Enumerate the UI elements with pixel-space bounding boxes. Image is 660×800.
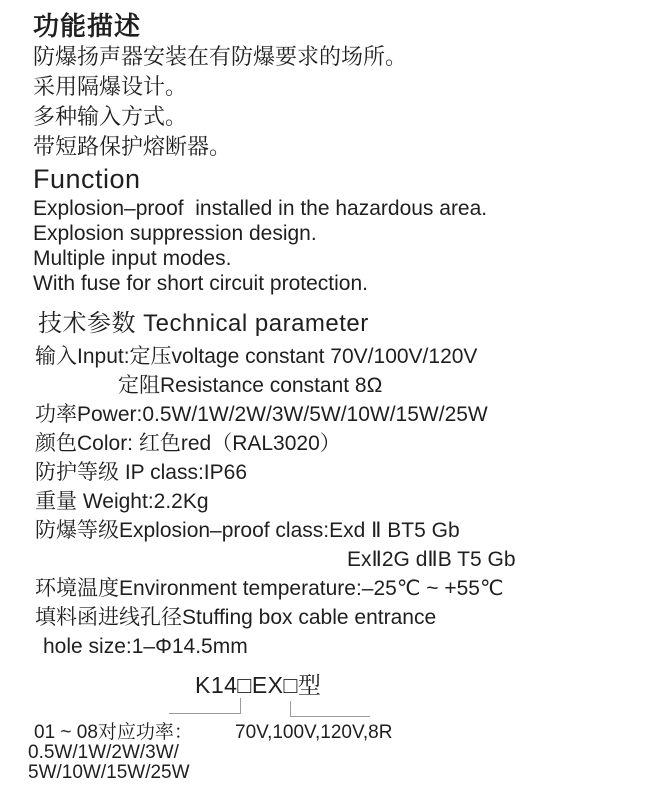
voltage-options-label: 70V,100V,120V,8R [235,722,393,743]
function-heading-en: Function [33,164,141,194]
feature-en-4: With fuse for short circuit protection. [33,272,368,295]
param-environment-temperature: 环境温度Environment temperature:–25℃ ~ +55℃ [35,577,504,600]
technical-parameter-section [35,308,635,661]
power-options-label [28,723,193,783]
function-section [33,10,487,296]
param-explosion-proof-class: 防爆等级Explosion–proof class:Exd Ⅱ BT5 Gb [35,519,460,542]
model-code: K14□EX□型 [195,672,322,698]
param-power: 功率Power:0.5W/1W/2W/3W/5W/10W/15W/25W [35,403,488,426]
connector-voltage-vertical-line [290,701,291,716]
power-options-line-2: 0.5W/1W/2W/3W/ [28,742,179,763]
parameter-list [35,342,635,661]
param-input-resistance: 定阻Resistance constant 8Ω [118,374,383,397]
feature-en-2: Explosion suppression design. [33,222,317,245]
param-explosion-proof-class-2: ExⅡ2G dⅡB T5 Gb [347,548,516,571]
feature-zh-3: 多种输入方式。 [33,104,188,129]
feature-zh-1: 防爆扬声器安装在有防爆要求的场所。 [33,44,408,69]
feature-zh-2: 采用隔爆设计。 [33,74,188,99]
power-options-line-3: 5W/10W/15W/25W [28,762,190,783]
technical-parameter-heading: 技术参数 Technical parameter [38,310,369,337]
connector-power-horizontal-line [169,713,241,714]
param-stuffing-box: 填料函进线孔径Stuffing box cable entrance [35,606,437,629]
param-color: 颜色Color: 红色red（RAL3020） [35,432,341,455]
connector-voltage-horizontal-line [290,716,370,717]
feature-zh-4: 带短路保护熔断器。 [33,134,232,159]
power-options-line-1: 01 ~ 08对应功率： [34,722,193,743]
function-heading-zh: 功能描述 [33,11,142,41]
feature-en-1: Explosion–proof installed in the hazardous area. [33,197,488,220]
connector-power-vertical-line [240,698,241,713]
param-hole-size: hole size:1–Φ14.5mm [43,635,248,658]
model-code-diagram [0,670,660,798]
param-weight: 重量 Weight:2.2Kg [35,490,209,513]
param-ip-class: 防护等级 IP class:IP66 [35,461,248,484]
param-input-voltage: 输入Input:定压voltage constant 70V/100V/120V [35,345,478,368]
feature-en-3: Multiple input modes. [33,247,232,270]
